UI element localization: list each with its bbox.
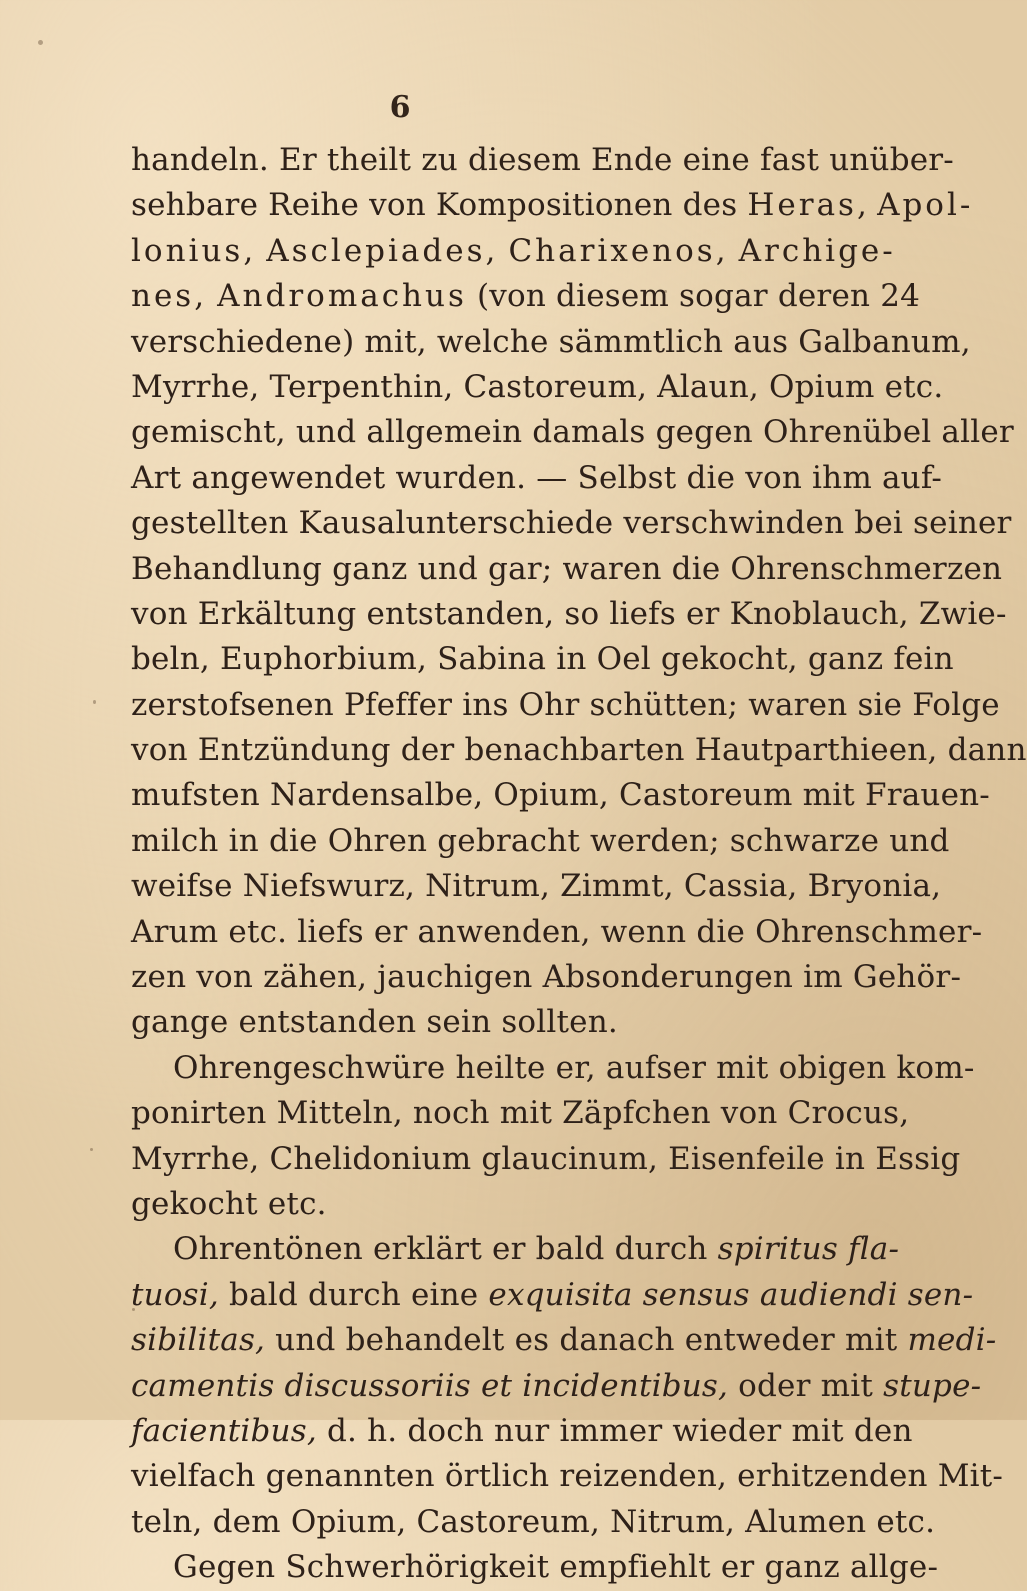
paper-speck: [664, 290, 667, 293]
text-line: von Entzündung der benachbarten Hautparthieen, dann: [131, 732, 1027, 769]
text-line: sehbare Reihe von Kompositionen des Heras, Apol-: [131, 187, 974, 224]
latin-term: stupe-: [883, 1367, 982, 1404]
text-segment: d. h. doch nur immer wieder mit den: [316, 1412, 913, 1449]
text-segment: bald durch eine: [218, 1276, 489, 1313]
paper-speck: [38, 40, 43, 45]
text-line: gestellten Kausalunterschiede verschwinden bei seiner: [131, 505, 1012, 542]
text-line: gekocht etc.: [131, 1185, 327, 1222]
text-line: Myrrhe, Chelidonium glaucinum, Eisenfeile in Essig: [131, 1140, 961, 1177]
text-line: weifse Niefswurz, Nitrum, Zimmt, Cassia, Bryonia,: [131, 868, 942, 905]
text-line: handeln. Er theilt zu diesem Ende eine fast unüber-: [131, 142, 954, 178]
name-andromachus: Andromachus: [217, 278, 467, 315]
paper-speck: [132, 1308, 135, 1311]
text-line: ponirten Mitteln, noch mit Zäpfchen von Crocus,: [131, 1095, 910, 1132]
text-segment: (von diesem sogar deren 24: [466, 278, 921, 315]
text-line: [131, 1409, 913, 1454]
text-line: Behandlung ganz und gar; waren die Ohrenschmerzen: [131, 550, 1003, 587]
name-archige: Archige-: [738, 232, 896, 269]
body-text: [131, 138, 1027, 1591]
latin-term: tuosi,: [131, 1276, 219, 1313]
name-heras: Heras: [747, 187, 857, 224]
text-line: beln, Euphorbium, Sabina in Oel gekocht, ganz fein: [131, 641, 954, 678]
name-apol: Apol-: [877, 187, 974, 224]
latin-term: medi-: [907, 1322, 997, 1359]
text-line: zen von zähen, jauchigen Absonderungen im Gehör-: [131, 959, 962, 996]
page-number: 6: [389, 90, 411, 125]
name-asclepiades: Asclepiades,: [266, 232, 499, 269]
latin-term: camentis discussoriis et incidentibus,: [131, 1367, 729, 1404]
text-line: zerstofsenen Pfeffer ins Ohr schütten; waren sie Folge: [131, 686, 1000, 723]
text-segment: sehbare Reihe von Kompositionen des: [131, 187, 748, 224]
latin-term: spiritus fla-: [717, 1231, 900, 1268]
text-line: [131, 1318, 997, 1363]
latin-term: exquisita sensus audiendi sen-: [488, 1276, 974, 1313]
paper-speck: [93, 700, 96, 704]
name-lonius: lonius,: [131, 232, 257, 269]
text-line: [131, 229, 896, 274]
latin-term: sibilitas,: [131, 1322, 266, 1359]
paper-speck: [90, 1148, 93, 1151]
text-line: [131, 274, 921, 319]
text-line: vielfach genannten örtlich reizenden, erhitzenden Mit-: [131, 1458, 1004, 1495]
text-line: von Erkältung entstanden, so liefs er Knoblauch, Zwie-: [131, 595, 1007, 632]
text-line: Gegen Schwerhörigkeit empfiehlt er ganz allge-: [173, 1549, 939, 1586]
text-line: milch in die Ohren gebracht werden; schwarze und: [131, 822, 950, 859]
text-line: [131, 1273, 974, 1318]
text-line: mufsten Nardensalbe, Opium, Castoreum mit Frauen-: [131, 777, 990, 814]
text-line: Arum etc. liefs er anwenden, wenn die Ohrenschmer-: [131, 913, 983, 950]
text-segment: und behandelt es danach entweder mit: [265, 1322, 908, 1359]
text-line: gange entstanden sein sollten.: [131, 1004, 618, 1041]
text-segment: Ohrentönen erklärt er bald durch: [173, 1231, 718, 1268]
name-nes: nes,: [131, 278, 208, 315]
name-charixenos: Charixenos,: [508, 232, 729, 269]
text-line: Ohrengeschwüre heilte er, aufser mit obigen kom-: [173, 1049, 975, 1086]
text-line: verschiedene) mit, welche sämmtlich aus Galbanum,: [131, 323, 971, 360]
text-line: [131, 1227, 900, 1272]
latin-term: facientibus,: [131, 1412, 317, 1449]
text-line: gemischt, und allgemein damals gegen Ohrenübel aller: [131, 414, 1014, 451]
text-segment: oder mit: [728, 1367, 884, 1404]
text-line: [131, 1364, 982, 1409]
text-line: Art angewendet wurden. — Selbst die von ihm auf-: [131, 459, 943, 496]
text-line: teln, dem Opium, Castoreum, Nitrum, Alumen etc.: [131, 1503, 936, 1540]
text-line: Myrrhe, Terpenthin, Castoreum, Alaun, Opium etc.: [131, 368, 944, 405]
